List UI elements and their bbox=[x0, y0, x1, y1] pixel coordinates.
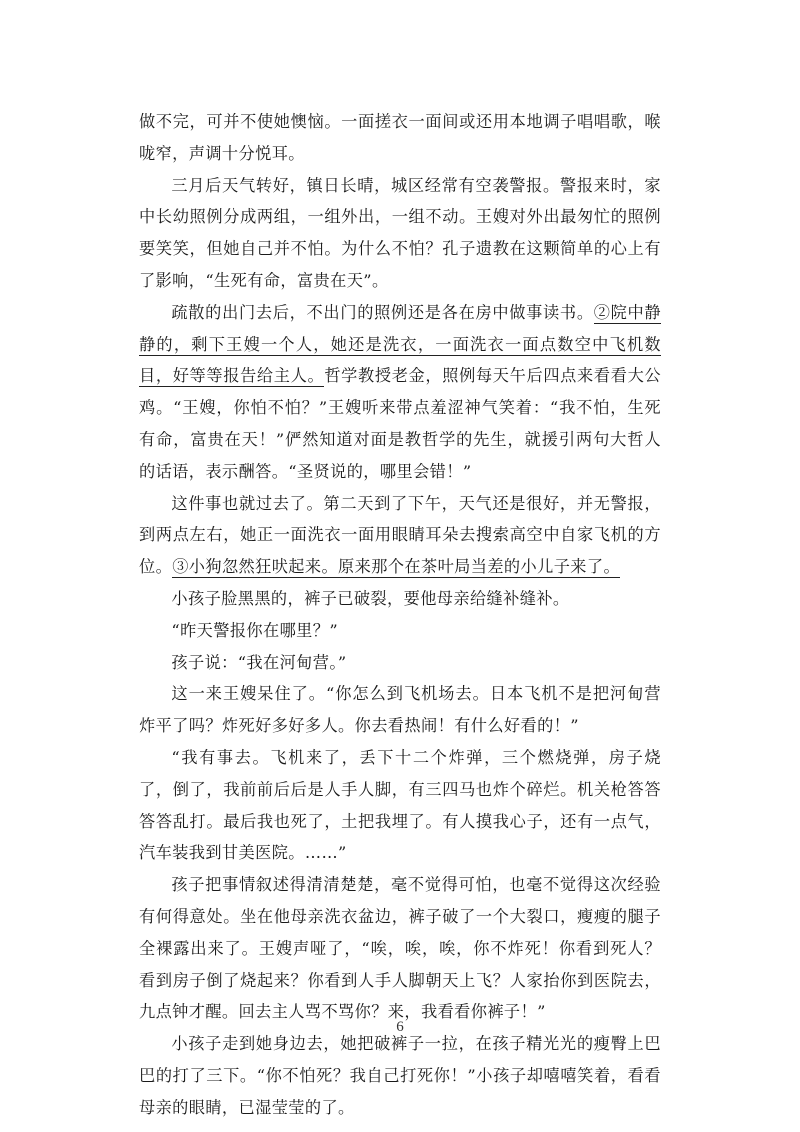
paragraph bbox=[139, 742, 661, 869]
page-number: 6 bbox=[396, 1019, 404, 1035]
text-segment: “我有事去。飞机来了，丢下十二个炸弹，三个燃烧弹，房子烧了，倒了，我前前后后是人手人脚，有三四马也炸个碎烂。机关枪答答答答乱打。最后我也死了，土把我埋了。有人摸我心子，还有一点气，汽车装我到甘美医院。……” bbox=[139, 747, 661, 863]
paragraph bbox=[139, 488, 661, 583]
underlined-passage: ③小狗忽然狂吠起来。原来那个在茶叶局当差的小儿子来了。 bbox=[172, 557, 621, 577]
text-segment: 这一来王嫂呆住了。“你怎么到飞机场去。日本飞机不是把河甸营炸平了吗？炸死好多好多人。你去看热闹！有什么好看的！” bbox=[139, 684, 661, 736]
paragraph bbox=[139, 678, 661, 742]
paragraph bbox=[139, 647, 661, 679]
underlined-passage: ②院中静静的，剩下王嫂一个人，她还是洗衣，一面洗衣一面点数空中飞机数目，好等等报告给主人。 bbox=[139, 302, 662, 386]
paragraph bbox=[139, 615, 661, 647]
text-segment: 做不完，可并不使她懊恼。一面搓衣一面间或还用本地调子唱唱歌，喉咙窄，声调十分悦耳。 bbox=[139, 112, 661, 163]
text-segment: 三月后天气转好，镇日长晴，城区经常有空袭警报。警报来时，家中长幼照例分成两组，一组外出，一组不动。王嫂对外出最匆忙的照例要笑笑，但她自己并不怕。为什么不怕？孔子遗教在这颗简单的心上有了影响，“生死有命，富贵在天”。 bbox=[139, 175, 661, 290]
page-body bbox=[139, 106, 661, 1124]
paragraph bbox=[139, 583, 661, 615]
text-segment: 孩子说：“我在河甸营。” bbox=[171, 652, 347, 672]
paragraph bbox=[139, 170, 661, 297]
paragraph bbox=[139, 106, 661, 170]
paragraph bbox=[139, 869, 661, 1028]
text-segment: “昨天警报你在哪里？” bbox=[171, 620, 339, 640]
text-segment: 这件事也就过去了。第二天到了下午，天气还是很好，并无警报，到两点左右，她正一面洗衣一面用眼睛耳朵去搜索高空中自家飞机的方位。 bbox=[139, 493, 661, 577]
paragraph bbox=[139, 297, 661, 488]
text-segment: 孩子把事情叙述得清清楚楚，毫不觉得可怕，也毫不觉得这次经验有何得意处。坐在他母亲洗衣盆边，裤子破了一个大裂口，瘦瘦的腿子全裸露出来了。王嫂声哑了，“唉，唉，唉，你不炸死！你看到死人？看到房子倒了烧起来？你看到人手人脚朝天上飞？人家抬你到医院去，九点钟才醒。回去主人骂不骂你？来，我看看你裤子！” bbox=[139, 875, 661, 1022]
paragraph bbox=[139, 1028, 661, 1123]
text-segment: 哲学教授老金，照例每天午后四点来看看大公鸡。“王嫂，你怕不怕？”王嫂听来带点羞涩神气笑着：“我不怕，生死有命，富贵在天！”俨然知道对面是教哲学的先生，就援引两句大哲人的话语，表示酬答。“圣贤说的，哪里会错！” bbox=[139, 366, 662, 481]
text-segment: 小孩子走到她身边去，她把破裤子一拉，在孩子精光光的瘦臀上巴巴的打了三下。“你不怕死？我自己打死你！”小孩子却嘻嘻笑着，看看母亲的眼睛，已湿莹莹的了。 bbox=[139, 1034, 661, 1117]
text-segment: 小孩子脸黑黑的，裤子已破裂，要他母亲给缝补缝补。 bbox=[171, 588, 570, 608]
essay-text bbox=[139, 106, 661, 1124]
text-segment: 疏散的出门去后，不出门的照例还是各在房中做事读书。 bbox=[171, 302, 594, 322]
